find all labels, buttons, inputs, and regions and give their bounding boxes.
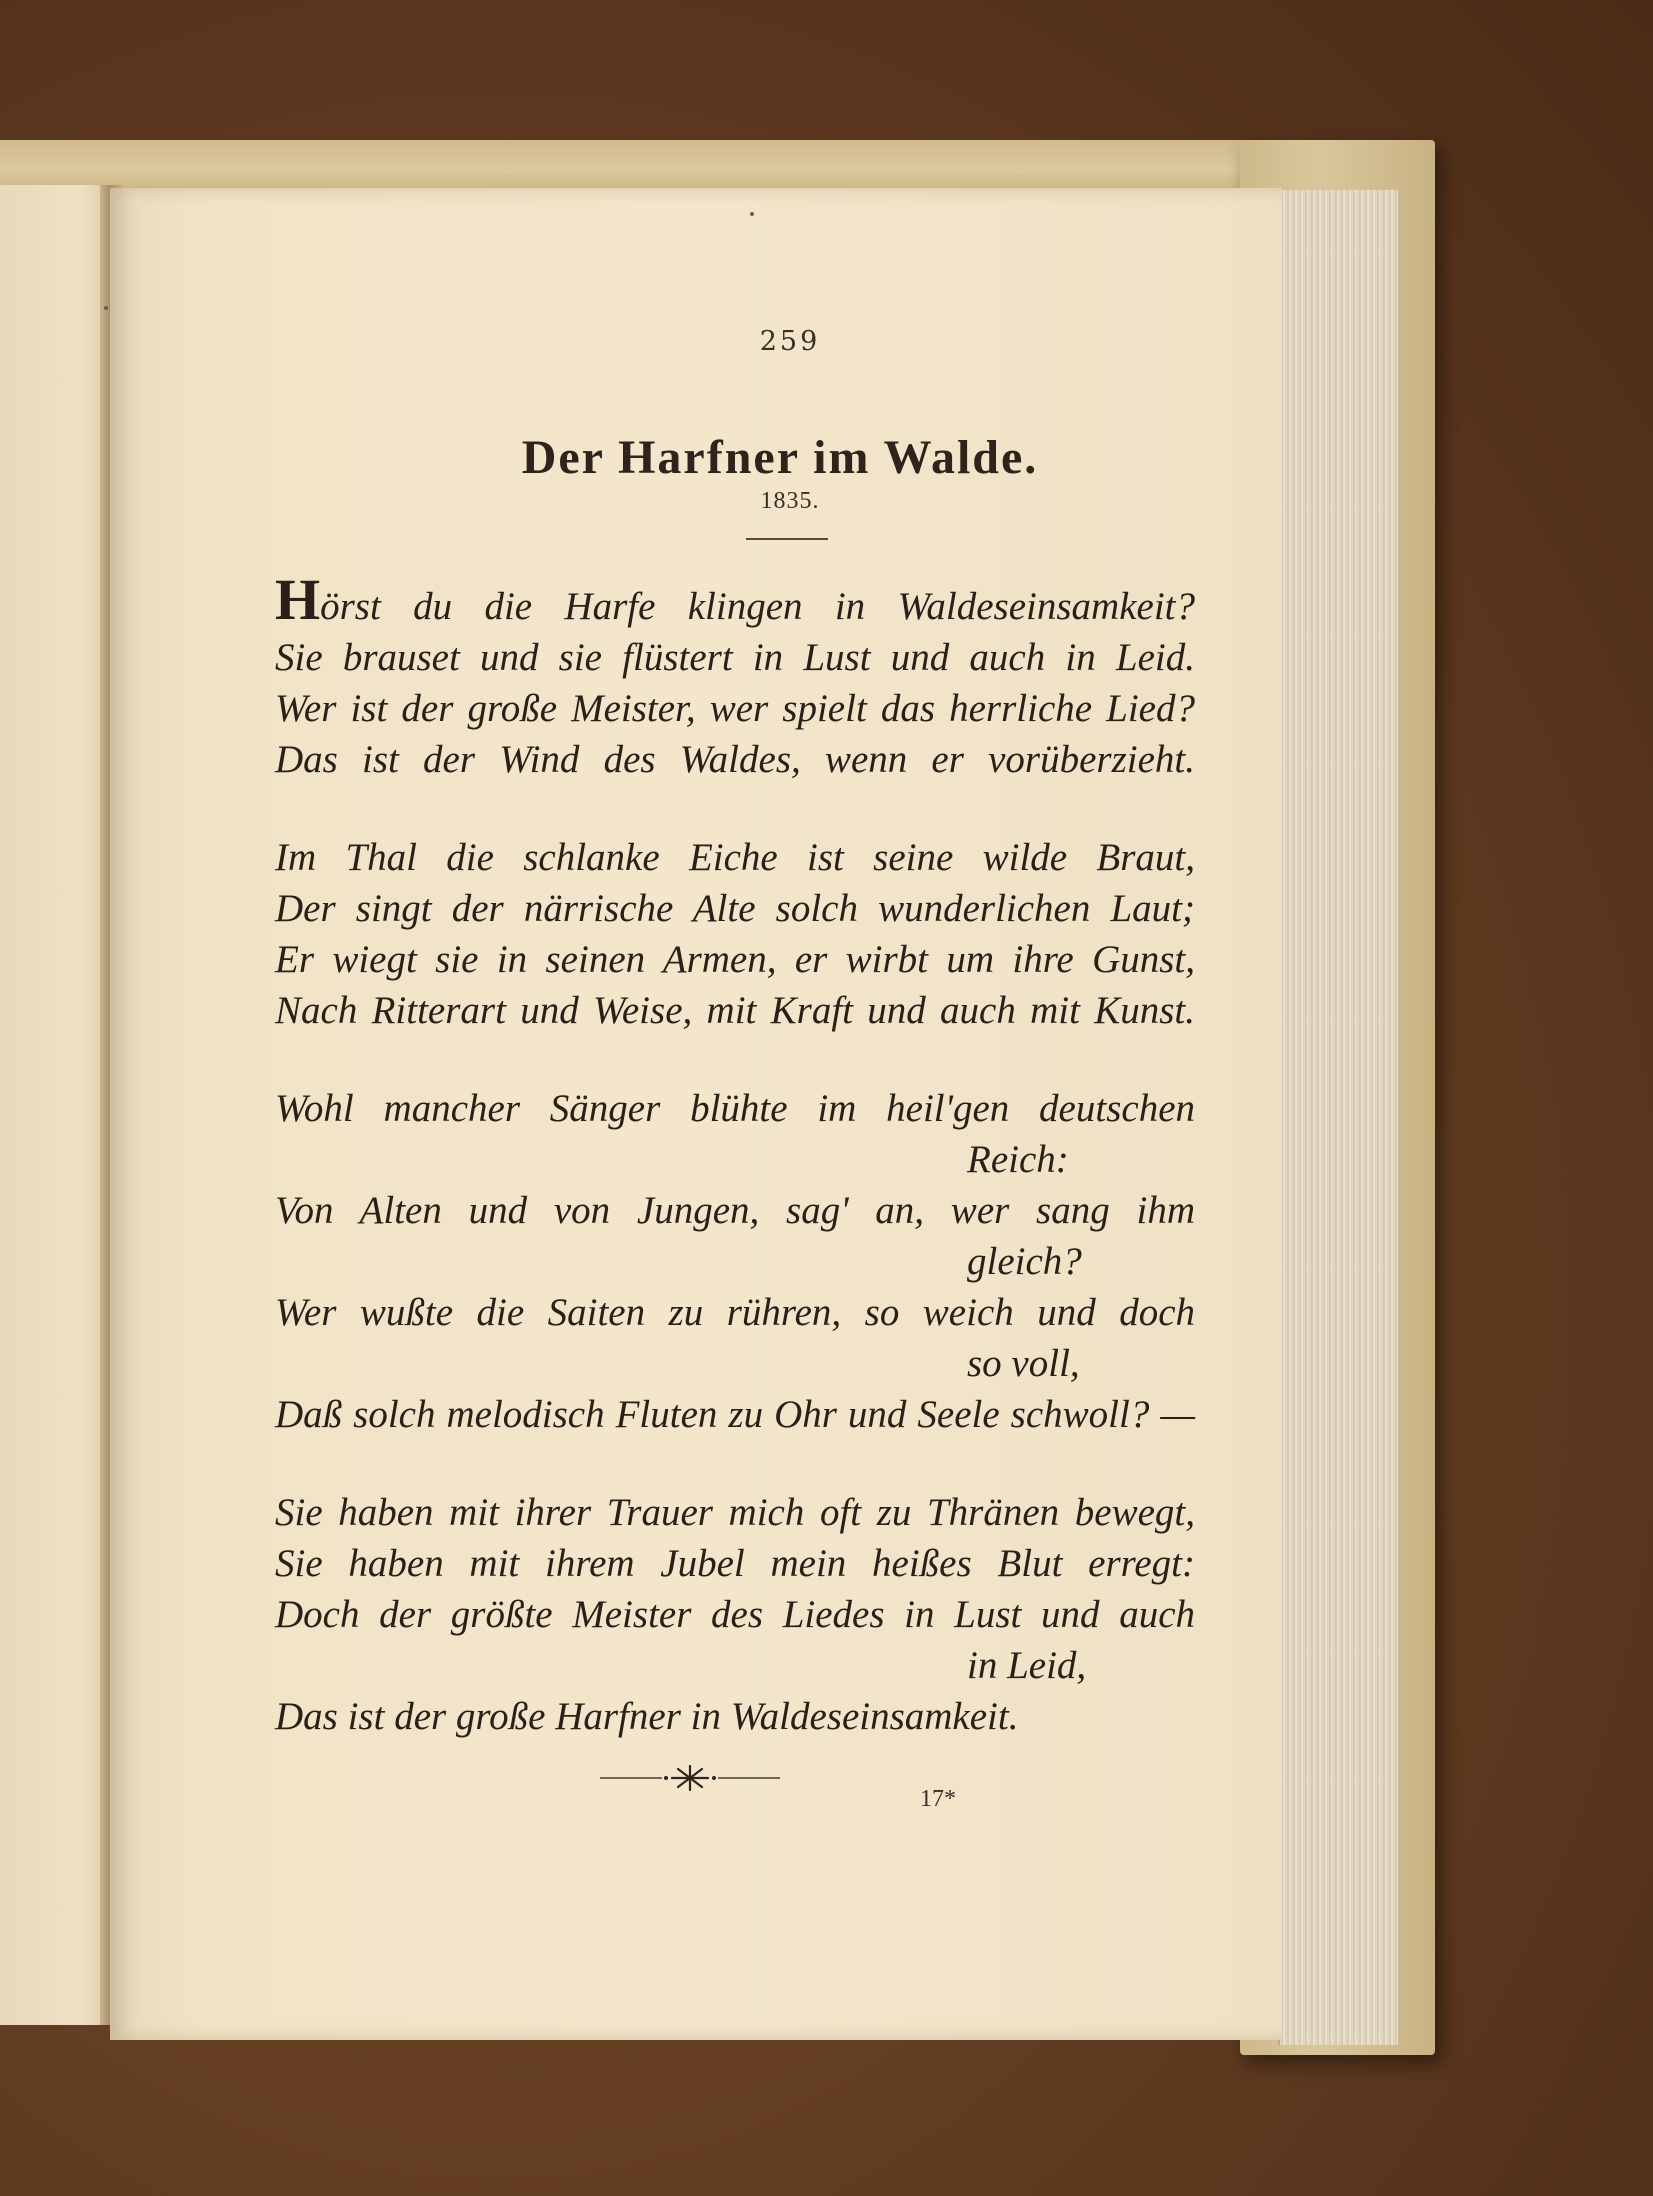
poem-line: Hörst du die Harfe klingen in Waldeseinsamkeit?: [275, 567, 1195, 632]
signature-mark: 17*: [920, 1786, 956, 1812]
stanza: [275, 832, 1195, 1036]
poem-line: Daß solch melodisch Fluten zu Ohr und Seele schwoll? —: [275, 1393, 1195, 1436]
poem-line: Sie haben mit ihrem Jubel mein heißes Blut erregt:: [275, 1542, 1195, 1585]
left-page: [0, 185, 115, 2025]
poem-line: Das ist der große Harfner in Waldeseinsamkeit.: [275, 1695, 1019, 1738]
book-cover-top-edge: [0, 140, 1420, 192]
poem-line: Wer wußte die Saiten zu rühren, so weich und doch: [275, 1291, 1195, 1334]
page-edges: [1278, 190, 1398, 2045]
poem-title: Der Harfner im Walde.: [521, 431, 1039, 484]
end-ornament: [600, 1763, 780, 1793]
poem-line: Der singt der närrische Alte solch wunderlichen Laut;: [275, 887, 1195, 930]
paper-speck: [750, 212, 754, 216]
poem-line: Im Thal die schlanke Eiche ist seine wilde Braut,: [275, 836, 1195, 879]
poem-line-continuation: Reich:: [967, 1138, 1069, 1181]
paper-speck: [104, 306, 108, 310]
stanza: [275, 567, 1195, 785]
poem-line-continuation: gleich?: [967, 1240, 1082, 1283]
poem-line: Nach Ritterart und Weise, mit Kraft und auch mit Kunst.: [275, 989, 1195, 1032]
poem-line: Doch der größte Meister des Liedes in Lust und auch: [275, 1593, 1195, 1636]
poem-line-continuation: in Leid,: [967, 1644, 1087, 1687]
poem-body: [275, 567, 1195, 1789]
poem-line: Sie haben mit ihrer Trauer mich oft zu Thränen bewegt,: [275, 1491, 1195, 1534]
drop-cap: H: [275, 567, 321, 632]
right-page: [110, 188, 1282, 2040]
poem-line: Er wiegt sie in seinen Armen, er wirbt um ihre Gunst,: [275, 938, 1195, 981]
title-divider: [746, 538, 828, 540]
stanza: [275, 1083, 1195, 1440]
stanza: [275, 1487, 1195, 1742]
poem-line: Von Alten und von Jungen, sag' an, wer sang ihm: [275, 1189, 1195, 1232]
poem-line: Wer ist der große Meister, wer spielt das herrliche Lied?: [275, 687, 1195, 730]
poem-line-continuation: so voll,: [967, 1342, 1080, 1385]
poem-year: 1835.: [760, 488, 820, 514]
poem-line: Wohl mancher Sänger blühte im heil'gen deutschen: [275, 1087, 1195, 1130]
poem-line: Sie brauset und sie flüstert in Lust und auch in Leid.: [275, 636, 1195, 679]
poem-line: Das ist der Wind des Waldes, wenn er vorüberzieht.: [275, 738, 1195, 781]
page-number: 259: [759, 326, 821, 357]
